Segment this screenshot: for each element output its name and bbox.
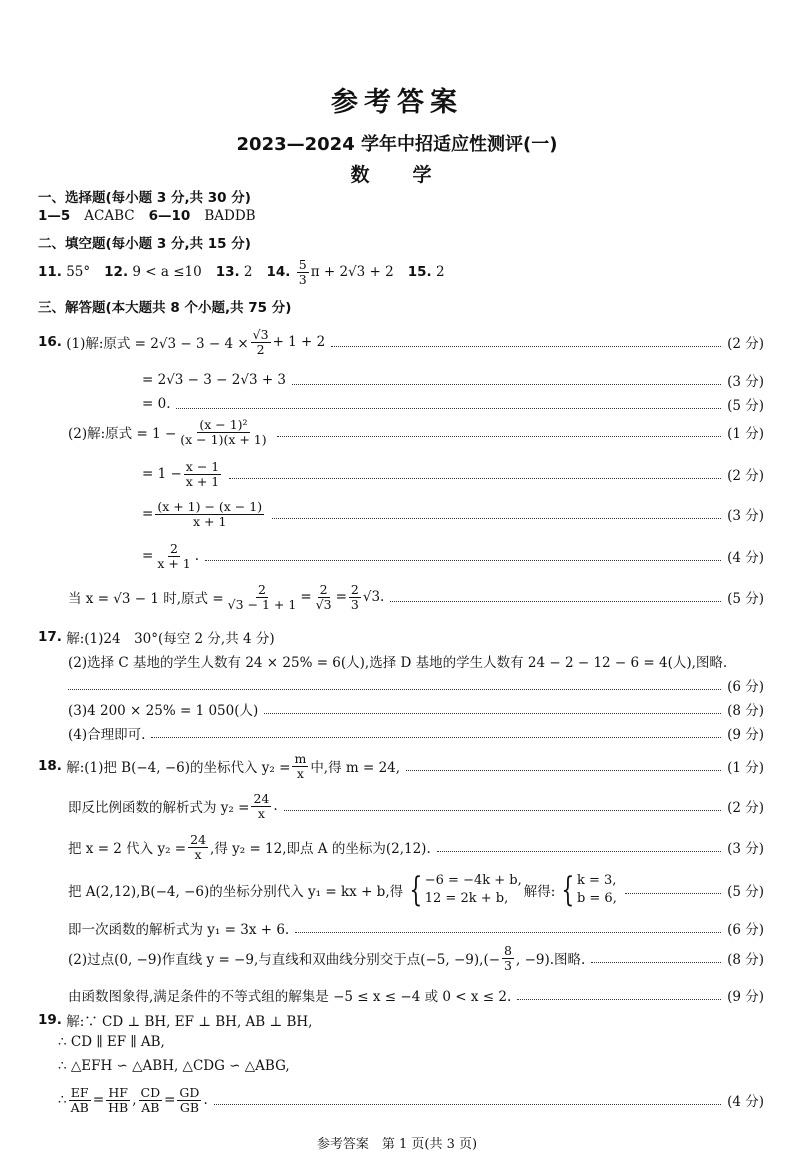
range-6-10: 6—10 — [148, 208, 191, 224]
q19-l4-text: ∴ — [58, 1092, 67, 1109]
q19-l4-fraction-3: $\frac{CD}{AB}$ — [140, 1085, 161, 1115]
score: (5 分) — [727, 883, 764, 900]
q18-l6-text: (2)过点(0, −9)作直线 y = −9,与直线和双曲线分别交于点(−5, −9),(− — [68, 952, 501, 969]
q16-l3-text: = 0. — [142, 396, 171, 412]
score: (9 分) — [727, 989, 764, 1005]
q16-l5-text: = 1 − — [142, 466, 182, 483]
q16-line-5 — [142, 460, 764, 489]
q14-fraction: $\frac{5}{3}$ — [298, 257, 307, 287]
equation-system-1: { −6 = −4k + b, 12 = 2k + b, — [409, 869, 522, 910]
q17-l3-text: (3)4 200 × 25% = 1 050(人) — [68, 703, 259, 719]
score: (3 分) — [727, 508, 764, 525]
section-heading-solution: 三、解答题(本大题共 8 个小题,共 75 分) — [38, 300, 292, 316]
equals-sign: = — [335, 589, 347, 606]
score: (6 分) — [727, 922, 764, 938]
score: (2 分) — [727, 800, 764, 817]
q15-number: 15. — [407, 264, 432, 281]
q18-number: 18. — [38, 758, 62, 775]
q18-l1-post: 中,得 m = 24, — [310, 760, 401, 777]
equals-sign: = — [92, 1092, 105, 1109]
q16-l2-text: = 2√3 − 3 − 2√3 + 3 — [142, 372, 287, 388]
q16-l1-post: + 1 + 2 — [272, 334, 326, 351]
q16-l8-fraction-1: $\frac{2}{√3 - 1 + 1}$ — [227, 582, 297, 612]
q17-l1-text: 解:(1)24 30°(每空 2 分,共 4 分) — [66, 631, 275, 647]
score: (9 分) — [727, 727, 764, 743]
q11-number: 11. — [38, 264, 62, 281]
equation-system-2: { k = 3, b = 6, — [561, 869, 617, 910]
score: (8 分) — [727, 952, 764, 969]
q18-l4-mid: 解得: — [523, 883, 556, 900]
q19-l4-fraction-4: $\frac{GD}{GB}$ — [179, 1085, 200, 1115]
q18-l5-text: 即一次函数的解析式为 y₁ = 3x + 6. — [68, 922, 290, 938]
q16-l8-fraction-3: $\frac{2}{3}$ — [350, 582, 359, 612]
q16-l8-text: 当 x = √3 − 1 时,原式 = — [68, 591, 224, 608]
q17-line-1 — [38, 627, 764, 647]
score: (5 分) — [727, 591, 764, 608]
equals-sign: = — [300, 589, 312, 606]
q18-l6-post: , −9).图略. — [515, 952, 586, 969]
score: (4 分) — [727, 550, 764, 567]
q17-line-2-score — [68, 675, 764, 695]
q17-l4-text: (4)合理即可. — [68, 727, 146, 743]
q19-l3-text: ∴ △EFH ∽ △ABH, △CDG ∽ △ABG, — [58, 1058, 290, 1074]
q18-l2-post: . — [273, 798, 278, 815]
q16-l1-fraction: $\frac{√3}{2}$ — [252, 327, 269, 357]
score: (4 分) — [727, 1094, 764, 1111]
answers-6-10: BADDB — [204, 208, 256, 224]
equals-sign: = — [164, 1092, 176, 1109]
q19-line-3 — [58, 1058, 764, 1074]
q12-number: 12. — [104, 264, 129, 281]
q19-l1-text: 解:∵ CD ⊥ BH, EF ⊥ BH, AB ⊥ BH, — [66, 1014, 313, 1030]
q17-line-2 — [68, 651, 764, 671]
q18-line-7 — [68, 985, 764, 1005]
q13-answer: 2 — [243, 264, 253, 281]
q19-line-2 — [58, 1034, 764, 1050]
q16-line-4 — [68, 418, 764, 447]
q16-line-7 — [142, 542, 764, 571]
section-heading-choice: 一、选择题(每小题 3 分,共 30 分) — [38, 190, 251, 206]
range-1-5: 1—5 — [38, 208, 71, 224]
score: (2 分) — [727, 468, 764, 485]
q16-l8-fraction-2: $\frac{2}{√3}$ — [315, 582, 332, 612]
page-title: 参考答案 — [331, 87, 463, 118]
q19-line-4 — [58, 1086, 764, 1115]
q16-l4-text: (2)解:原式 = 1 − — [68, 426, 177, 443]
page-footer: 参考答案 第 1 页(共 3 页) — [316, 1137, 478, 1152]
q16-line-1 — [38, 328, 764, 357]
q18-l4-text: 把 A(2,12),B(−4, −6)的坐标分别代入 y₁ = kx + b,得 — [68, 883, 404, 900]
q19-l2-text: ∴ CD ∥ EF ∥ AB, — [58, 1034, 165, 1050]
q16-l7-fraction: $\frac{2}{x + 1}$ — [157, 541, 191, 571]
q18-l3-post: ,得 y₂ = 12,即点 A 的坐标为(2,12). — [210, 841, 431, 858]
choice-answers — [38, 208, 764, 224]
score: (8 分) — [727, 703, 764, 719]
q16-line-3 — [142, 394, 764, 414]
q19-number: 19. — [38, 1012, 62, 1028]
q19-l4-fraction-2: $\frac{HF}{HB}$ — [108, 1085, 129, 1115]
score: (3 分) — [727, 374, 764, 390]
score: (6 分) — [727, 679, 764, 695]
answers-1-5: ACABC — [84, 208, 135, 224]
q18-line-2 — [68, 792, 764, 821]
q16-line-6 — [142, 500, 764, 529]
q16-l7-text: = — [142, 548, 154, 565]
q16-number: 16. — [38, 334, 62, 351]
section-heading-fill: 二、填空题(每小题 3 分,共 15 分) — [38, 236, 251, 252]
q14-answer-rest: π + 2√3 + 2 — [310, 264, 394, 281]
q18-l2-text: 即反比例函数的解析式为 y₂ = — [68, 800, 250, 817]
q18-l3-text: 把 x = 2 代入 y₂ = — [68, 841, 187, 858]
q18-l1-fraction: $\frac{m}{x}$ — [294, 751, 307, 781]
q17-number: 17. — [38, 629, 62, 645]
score: (2 分) — [727, 336, 764, 353]
q17-line-3 — [68, 699, 764, 719]
q16-l4-fraction: $\frac{\text{(x − 1)²}}{(x - 1)(x + 1)}$ — [180, 417, 267, 447]
q18-line-6 — [68, 944, 764, 973]
q16-l8-post: √3. — [362, 589, 385, 606]
q17-l2-text: (2)选择 C 基地的学生人数有 24 × 25% = 6(人),选择 D 基地的学生人数有 24 − 2 − 12 − 6 = 4(人),图略. — [68, 655, 728, 671]
q18-l3-fraction: $\frac{24}{x}$ — [190, 832, 207, 862]
score: (1 分) — [727, 426, 764, 443]
q19-line-1 — [38, 1010, 764, 1030]
q16-l1-text: (1)解:原式 = 2√3 − 3 − 4 × — [66, 336, 249, 353]
q18-line-3 — [68, 833, 764, 862]
q16-line-2 — [142, 370, 764, 390]
q16-l6-text: = — [142, 506, 154, 523]
fill-answers — [38, 258, 764, 287]
score: (1 分) — [727, 760, 764, 777]
q16-l6-fraction: $\frac{(x + 1) - (x - 1)}{x + 1}$ — [157, 499, 263, 529]
q16-line-8 — [68, 583, 764, 612]
q18-l6-fraction: $\frac{8}{3}$ — [504, 943, 512, 973]
q16-l7-post: . — [194, 548, 200, 565]
q18-line-5 — [68, 918, 764, 938]
subject-title: 数 学 — [350, 164, 444, 186]
q12-answer: 9 < a ≤10 — [132, 264, 202, 281]
q18-l7-text: 由函数图象得,满足条件的不等式组的解集是 −5 ≤ x ≤ −4 或 0 < x ≤ 2. — [68, 989, 512, 1005]
q18-l1-text: 解:(1)把 B(−4, −6)的坐标代入 y₂ = — [66, 760, 291, 777]
q15-answer: 2 — [435, 264, 445, 281]
score: (5 分) — [727, 398, 764, 414]
q17-line-4 — [68, 723, 764, 743]
q14-number: 14. — [266, 264, 291, 281]
q19-l4-post: . — [203, 1092, 208, 1109]
q18-line-4 — [68, 869, 764, 910]
q18-l2-fraction: $\frac{24}{x}$ — [253, 791, 270, 821]
comma: , — [132, 1092, 137, 1109]
exam-subtitle: 2023—2024 学年中招适应性测评(一) — [236, 134, 558, 155]
q19-l4-fraction-1: $\frac{EF}{AB}$ — [70, 1085, 89, 1115]
score: (3 分) — [727, 841, 764, 858]
q18-line-1 — [38, 752, 764, 781]
q13-number: 13. — [215, 264, 240, 281]
q11-answer: 55° — [66, 264, 91, 281]
q16-l5-fraction: $\frac{x - 1}{x + 1}$ — [185, 459, 220, 489]
